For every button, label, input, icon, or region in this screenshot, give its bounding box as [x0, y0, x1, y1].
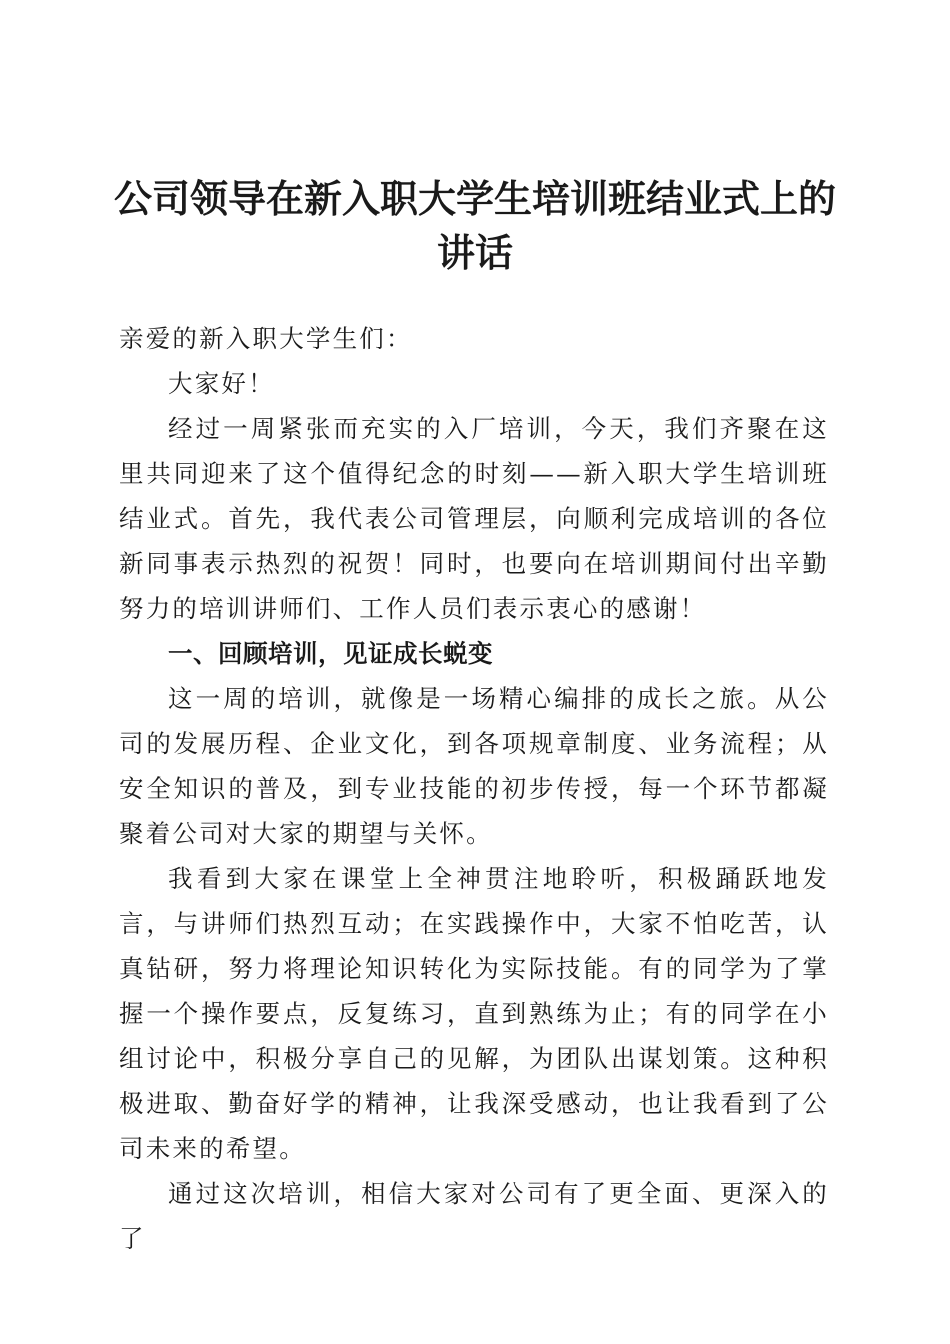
- intro-paragraph: 经过一周紧张而充实的入厂培训，今天，我们齐聚在这里共同迎来了这个值得纪念的时刻——新入职大学生培训班结业式。首先，我代表公司管理层，向顺利完成培训的各位新同事表示热烈的祝贺！同时，也要向在培训期间付出辛勤努力的培训讲师们、工作人员们表示衷心的感谢！: [119, 414, 829, 623]
- section-paragraph-1: 这一周的培训，就像是一场精心编排的成长之旅。从公司的发展历程、企业文化，到各项规章制度、业务流程；从安全知识的普及，到专业技能的初步传授，每一个环节都凝聚着公司对大家的期望与关怀。: [119, 684, 829, 848]
- greeting: 大家好！: [168, 369, 275, 398]
- document-body: [119, 316, 829, 1261]
- salutation: 亲爱的新入职大学生们：: [119, 324, 413, 353]
- section-paragraph-2: 我看到大家在课堂上全神贯注地聆听，积极踊跃地发言，与讲师们热烈互动；在实践操作中，大家不怕吃苦，认真钻研，努力将理论知识转化为实际技能。有的同学为了掌握一个操作要点，反复练习，直到熟练为止；有的同学在小组讨论中，积极分享自己的见解，为团队出谋划策。这种积极进取、勤奋好学的精神，让我深受感动，也让我看到了公司未来的希望。: [119, 864, 829, 1163]
- section-heading: 一、回顾培训，见证成长蜕变: [168, 639, 493, 668]
- section-paragraph-3: 通过这次培训，相信大家对公司有了更全面、更深入的了: [119, 1179, 829, 1253]
- document-title: 公司领导在新入职大学生培训班结业式上的讲话: [113, 176, 836, 275]
